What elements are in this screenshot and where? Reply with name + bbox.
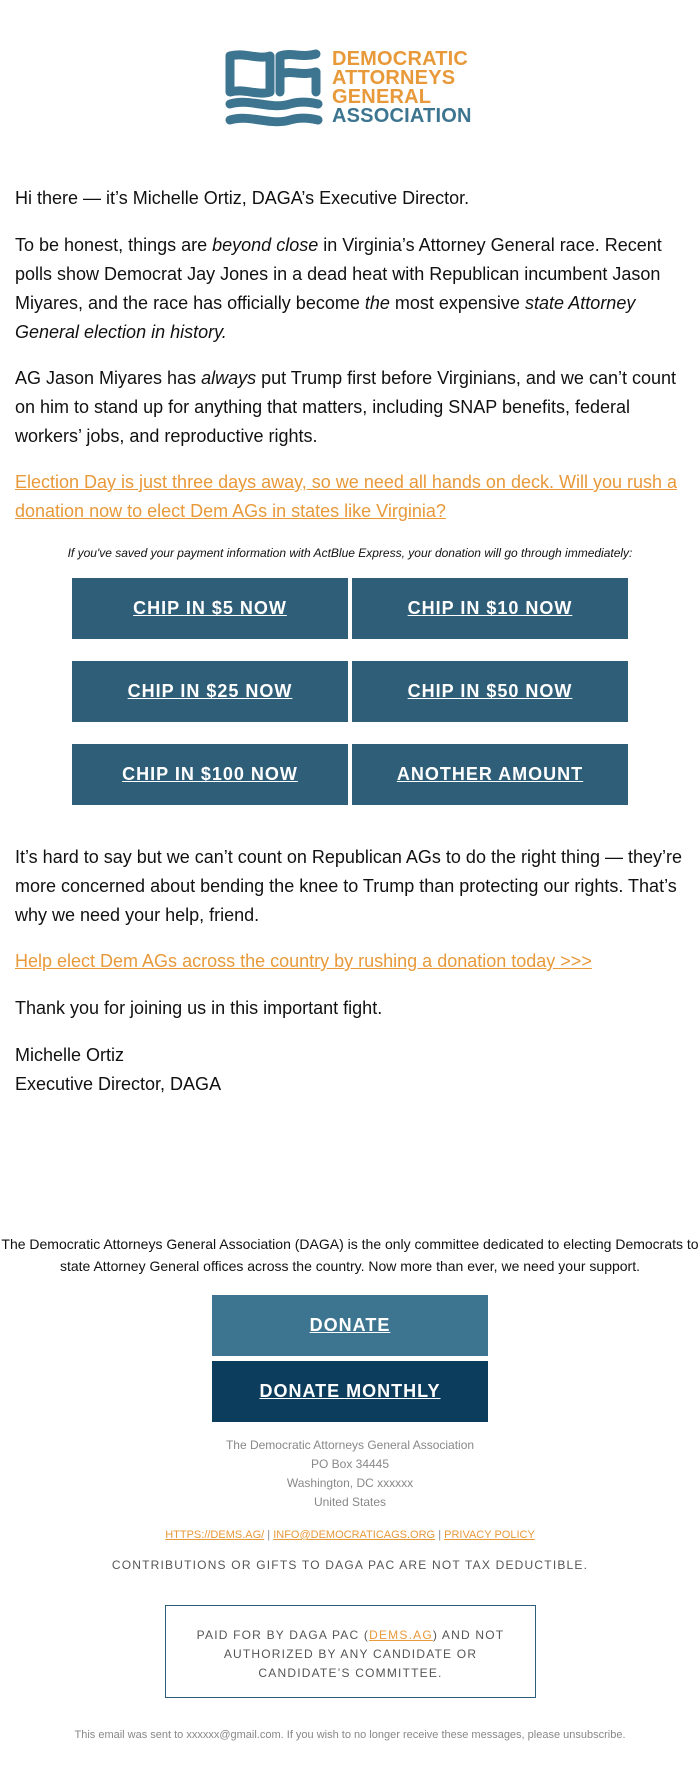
- link-separator-2: |: [438, 1529, 442, 1541]
- logo-line-2: ATTORNEYS: [332, 67, 456, 89]
- donate-link-1-block: [15, 468, 687, 526]
- p1-emph-state-ag: state Attorney General election in history.: [15, 293, 636, 342]
- logo-line-1: DEMOCRATIC: [332, 48, 469, 70]
- logo-line-3: GENERAL: [332, 86, 432, 108]
- dems-ag-link[interactable]: DEMS.AG: [369, 1628, 433, 1642]
- p2-text-a: AG Jason Miyares has: [15, 368, 202, 388]
- email-sent-notice: This email was sent to xxxxxx@gmail.com. If you wish to no longer receive these messages, please unsubscribe.: [74, 1729, 626, 1741]
- address-po: PO Box 34445: [310, 1457, 390, 1471]
- paragraph-1: [15, 231, 687, 347]
- address-city: Washington, DC xxxxxx: [286, 1476, 414, 1490]
- address-org: The Democratic Attorneys General Association: [225, 1438, 475, 1452]
- footer-mission: The Democratic Attorneys General Association (DAGA) is the only committee dedicated to electing Democrats to state Attorney General offices across the country. Now more than ever, we need your support.: [1, 1236, 699, 1274]
- chip-in-100-button[interactable]: CHIP IN $100 NOW: [72, 744, 348, 805]
- another-amount-button[interactable]: ANOTHER AMOUNT: [352, 744, 628, 805]
- signature-name: Michelle Ortiz: [15, 1045, 125, 1065]
- paragraph-2-block: [15, 364, 687, 451]
- donate-link-2-block: [15, 947, 687, 976]
- greeting-block: [15, 184, 687, 213]
- paid-for-disclaimer-box: [165, 1605, 536, 1698]
- mailing-address: [0, 1436, 700, 1512]
- email-link[interactable]: INFO@DEMOCRATICAGS.ORG: [273, 1529, 436, 1541]
- chip-in-50-button[interactable]: CHIP IN $50 NOW: [352, 661, 628, 722]
- donate-button[interactable]: DONATE: [212, 1295, 488, 1356]
- logo-line-4: ASSOCIATION: [332, 105, 472, 127]
- thanks-block: [15, 994, 687, 1023]
- logo-wordmark: [332, 50, 472, 126]
- signature-title: Executive Director, DAGA: [15, 1074, 222, 1094]
- daga-logo: [224, 46, 482, 130]
- daga-flag-icon: [224, 46, 324, 130]
- greeting: Hi there — it’s Michelle Ortiz, DAGA’s Executive Director.: [15, 188, 470, 208]
- donate-monthly-button[interactable]: DONATE MONTHLY: [212, 1361, 488, 1422]
- p1-text-e: most expensive: [389, 293, 525, 313]
- thanks-text: Thank you for joining us in this important fight.: [15, 998, 383, 1018]
- link-separator-1: |: [267, 1529, 271, 1541]
- paragraph-3: It’s hard to say but we can’t count on Republican AGs to do the right thing — they’re more concerned about bending the knee to Trump than protecting our rights. That’s why we need your help, friend.: [15, 847, 683, 925]
- p1-text-a: To be honest, things are: [15, 235, 213, 255]
- donate-link-election-day[interactable]: Election Day is just three days away, so we need all hands on deck. Will you rush a donation now to elect Dem AGs in states like Virginia?: [15, 472, 678, 521]
- paragraph-1-block: [15, 231, 687, 347]
- chip-in-10-button[interactable]: CHIP IN $10 NOW: [352, 578, 628, 639]
- tax-disclaimer: CONTRIBUTIONS OR GIFTS TO DAGA PAC ARE NOT TAX DEDUCTIBLE.: [111, 1558, 589, 1572]
- paid-text-a: PAID FOR BY DAGA PAC (: [196, 1628, 370, 1642]
- actblue-note: If you've saved your payment information with ActBlue Express, your donation will go through immediately:: [67, 546, 633, 560]
- footer-links: [0, 1529, 700, 1541]
- p1-emph-beyond-close: beyond close: [212, 235, 319, 255]
- paragraph-3-block: [15, 843, 687, 930]
- chip-in-25-button[interactable]: CHIP IN $25 NOW: [72, 661, 348, 722]
- p2-text-c: put Trump first before Virginians, and we can’t count on him to stand up for anything that matters, including SNAP benefits, federal workers’ jobs, and reproductive rights.: [15, 368, 676, 446]
- site-link[interactable]: HTTPS://DEMS.AG/: [165, 1529, 265, 1541]
- privacy-policy-link[interactable]: PRIVACY POLICY: [444, 1529, 535, 1541]
- paid-text-b: ) AND NOT AUTHORIZED BY ANY CANDIDATE OR CANDIDATE’S COMMITTEE.: [223, 1628, 505, 1680]
- p1-text-c: in Virginia’s Attorney General race. Recent polls show Democrat Jay Jones in a dead heat with Republican incumbent Jason Miyares, and the race has officially become: [15, 235, 662, 313]
- chip-in-5-button[interactable]: CHIP IN $5 NOW: [72, 578, 348, 639]
- signature-block: [15, 1041, 687, 1099]
- address-country: United States: [313, 1495, 387, 1509]
- p2-emph-always: always: [201, 368, 257, 388]
- donate-link-help-elect[interactable]: Help elect Dem AGs across the country by rushing a donation today >>>: [15, 951, 592, 971]
- p1-emph-the: the: [364, 293, 390, 313]
- paragraph-2: [15, 364, 687, 451]
